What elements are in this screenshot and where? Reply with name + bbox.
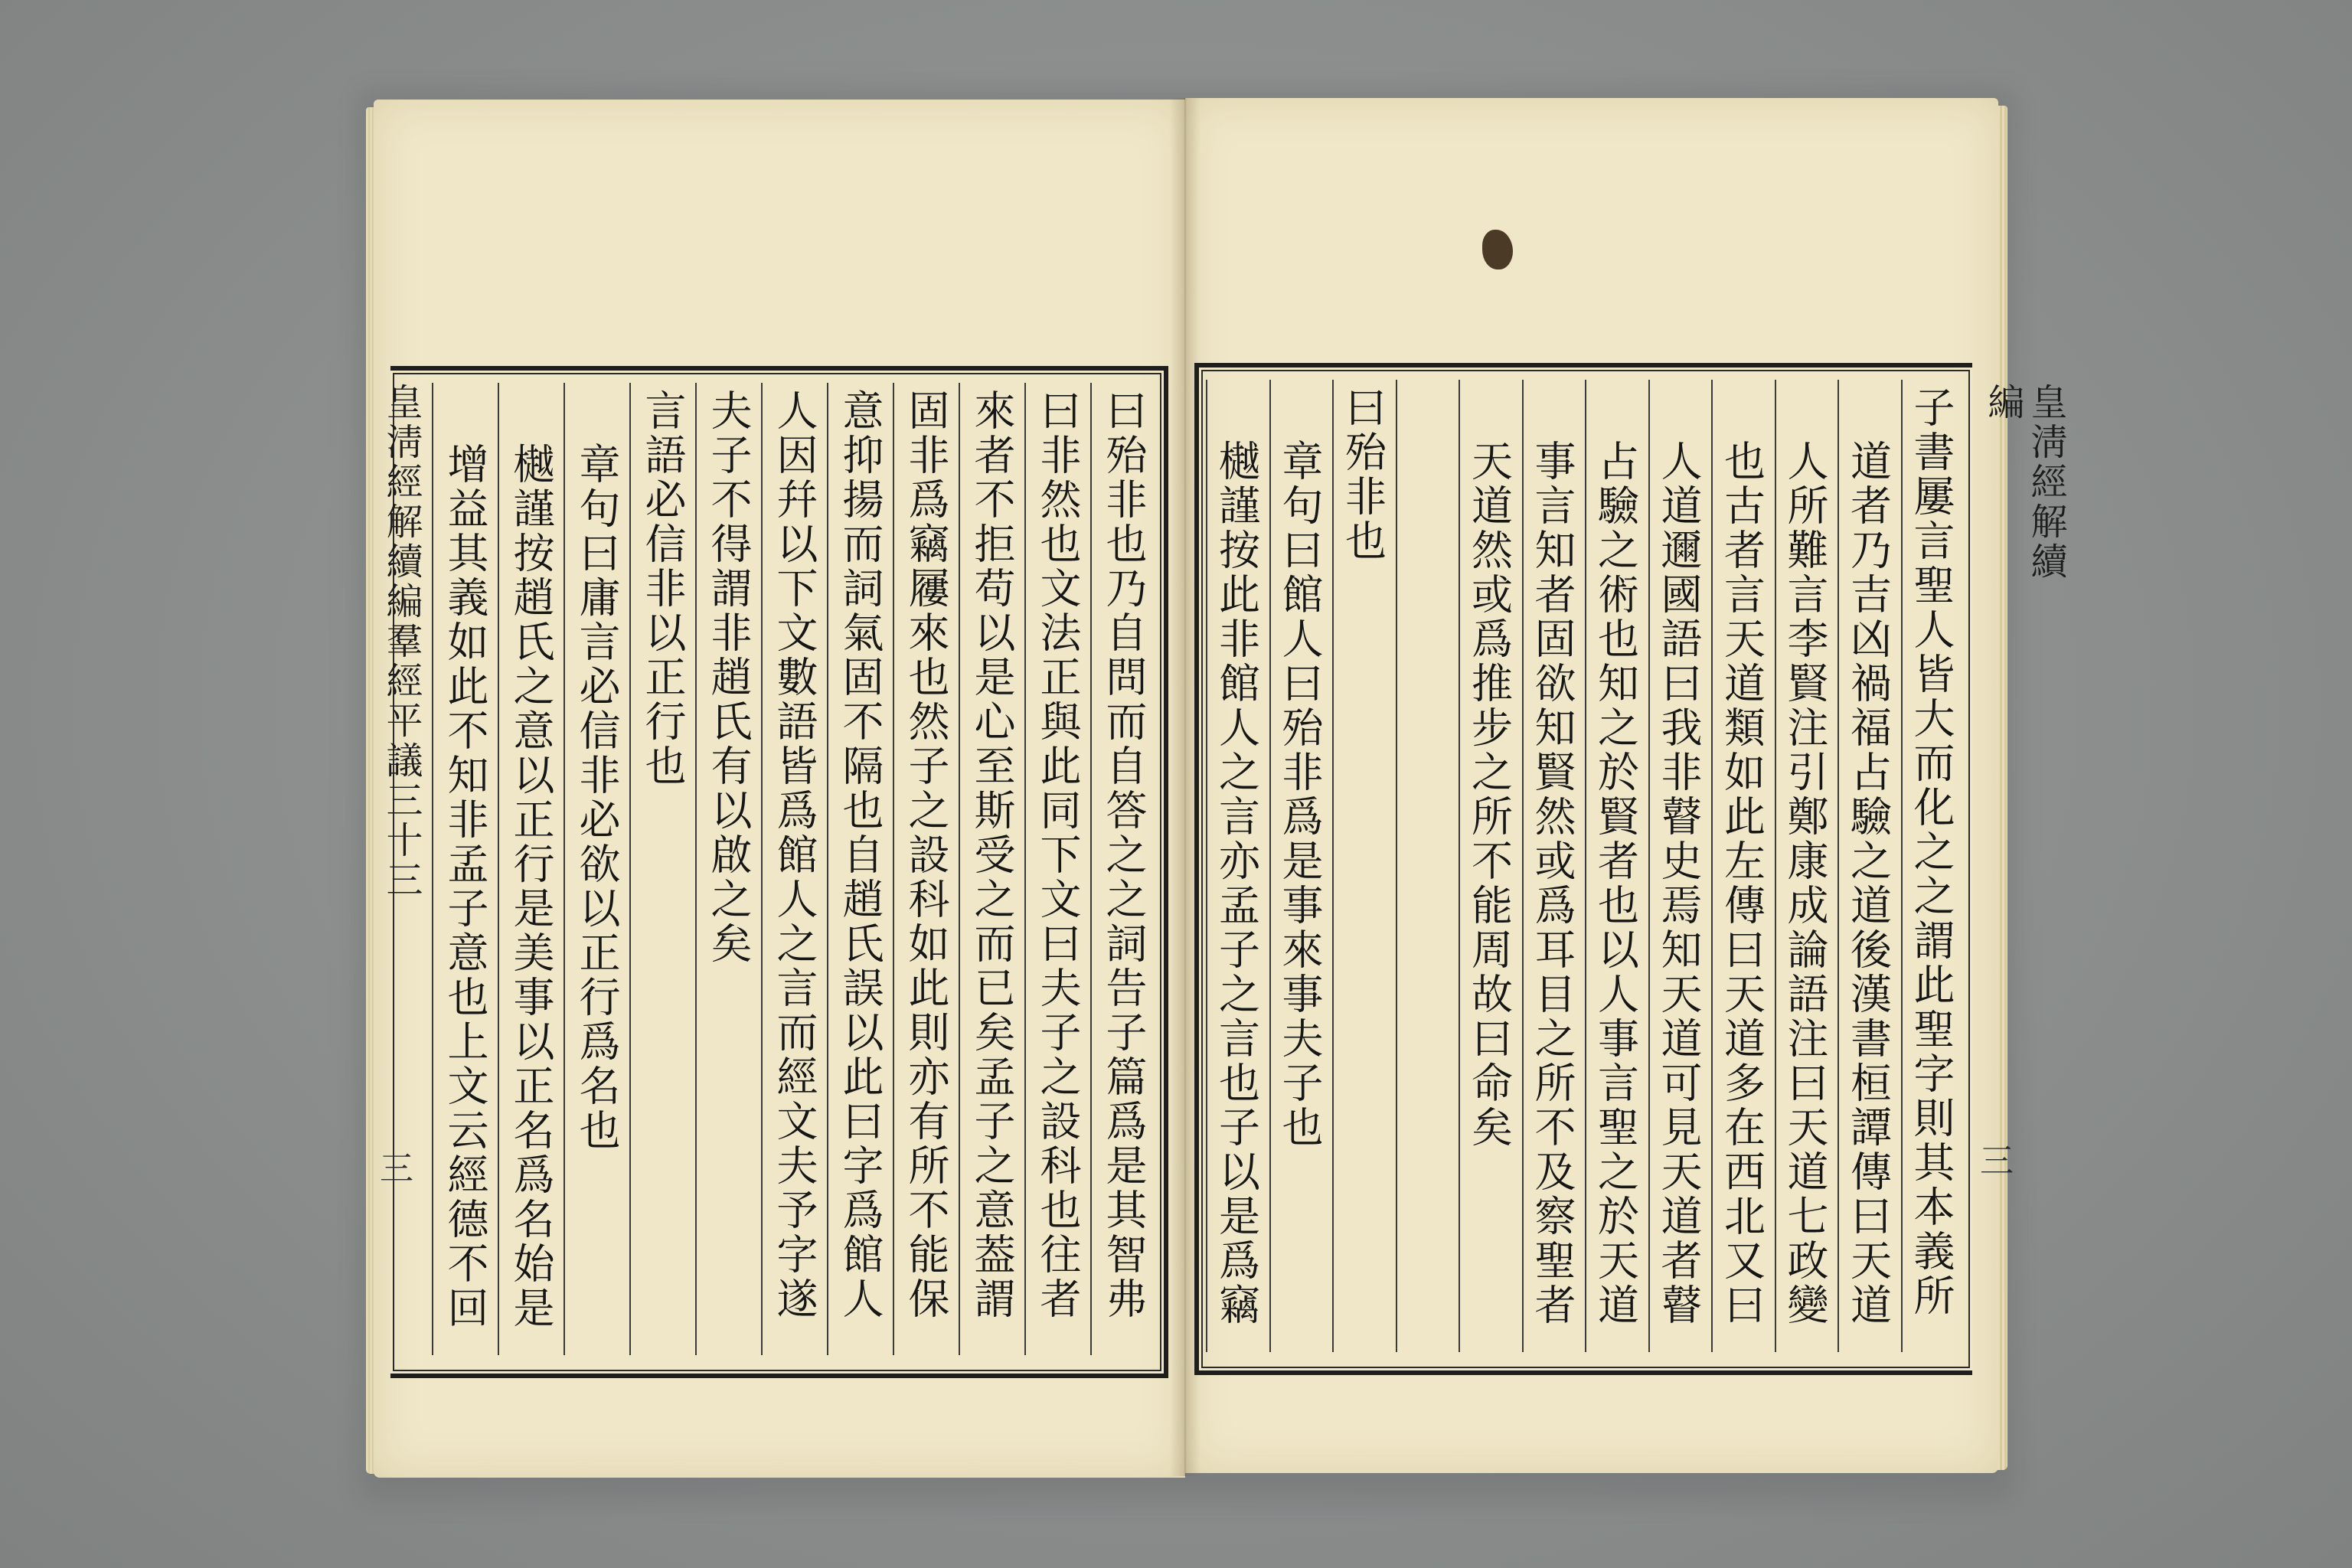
left-banner-title: 皇淸經解續編 xyxy=(380,383,423,622)
text-column-heading: 言語必信非以正行也 xyxy=(629,383,695,1355)
left-banner-sub: 羣經平議三十三 xyxy=(380,622,423,900)
text-column: 樾謹按趙氏之意以正行是美事以正名爲名始是 xyxy=(498,383,564,1355)
text-column: 事言知者固欲知賢然或爲耳目之所不及察聖者 xyxy=(1522,380,1586,1352)
text-column: 曰非然也文法正與此同下文曰夫子之設科也往者 xyxy=(1024,383,1090,1355)
text-column: 來者不拒苟以是心至斯受之而已矣孟子之意葢謂 xyxy=(959,383,1024,1355)
left-folio: 三 xyxy=(380,1149,413,1188)
text-column: 樾謹按此非館人之言亦孟子之言也子以是爲竊 xyxy=(1206,380,1269,1352)
text-column: 夫子不得謂非趙氏有以啟之矣 xyxy=(695,383,761,1355)
text-column: 人因幷以下文數語皆爲館人之言而經文夫予字遂 xyxy=(761,383,827,1355)
text-column: 增益其義如此不知非孟子意也上文云經德不回 xyxy=(432,383,498,1355)
text-column: 章句曰庸言必信非必欲以正行爲名也 xyxy=(564,383,629,1355)
text-column: 固非爲竊屨來也然子之設科如此則亦有所不能保 xyxy=(893,383,959,1355)
text-column: 也古者言天道類如此左傳曰天道多在西北又曰 xyxy=(1711,380,1775,1352)
right-text-columns xyxy=(1206,380,1964,1352)
text-column: 章句曰館人曰殆非爲是事來事夫子也 xyxy=(1269,380,1333,1352)
text-column: 子書屢言聖人皆大而化之之謂此聖字則其本義所 xyxy=(1901,380,1965,1352)
text-column: 意抑揚而詞氣固不隔也自趙氏誤以此曰字爲館人 xyxy=(827,383,893,1355)
text-column: 天道然或爲推步之所不能周故曰命矣 xyxy=(1459,380,1522,1352)
left-text-columns xyxy=(398,383,1156,1355)
right-folio: 三 xyxy=(1980,1142,2014,1181)
text-column: 占驗之術也知之於賢者也以人事言聖之於天道 xyxy=(1585,380,1648,1352)
text-column: 曰殆非也乃自問而自答之之詞告子篇爲是其智弗 xyxy=(1090,383,1156,1355)
blank-column xyxy=(1396,380,1459,1352)
text-column-heading: 曰殆非也 xyxy=(1332,380,1396,1352)
text-column: 人所難言李賢注引鄭康成論語注曰天道七政變 xyxy=(1775,380,1838,1352)
right-banner: 皇淸經解續編 xyxy=(1981,383,2067,582)
text-column: 道者乃吉凶禍福占驗之道後漢書桓譚傳曰天道 xyxy=(1838,380,1901,1352)
text-column: 人道邇國語曰我非瞽史焉知天道可見天道者瞽 xyxy=(1648,380,1712,1352)
